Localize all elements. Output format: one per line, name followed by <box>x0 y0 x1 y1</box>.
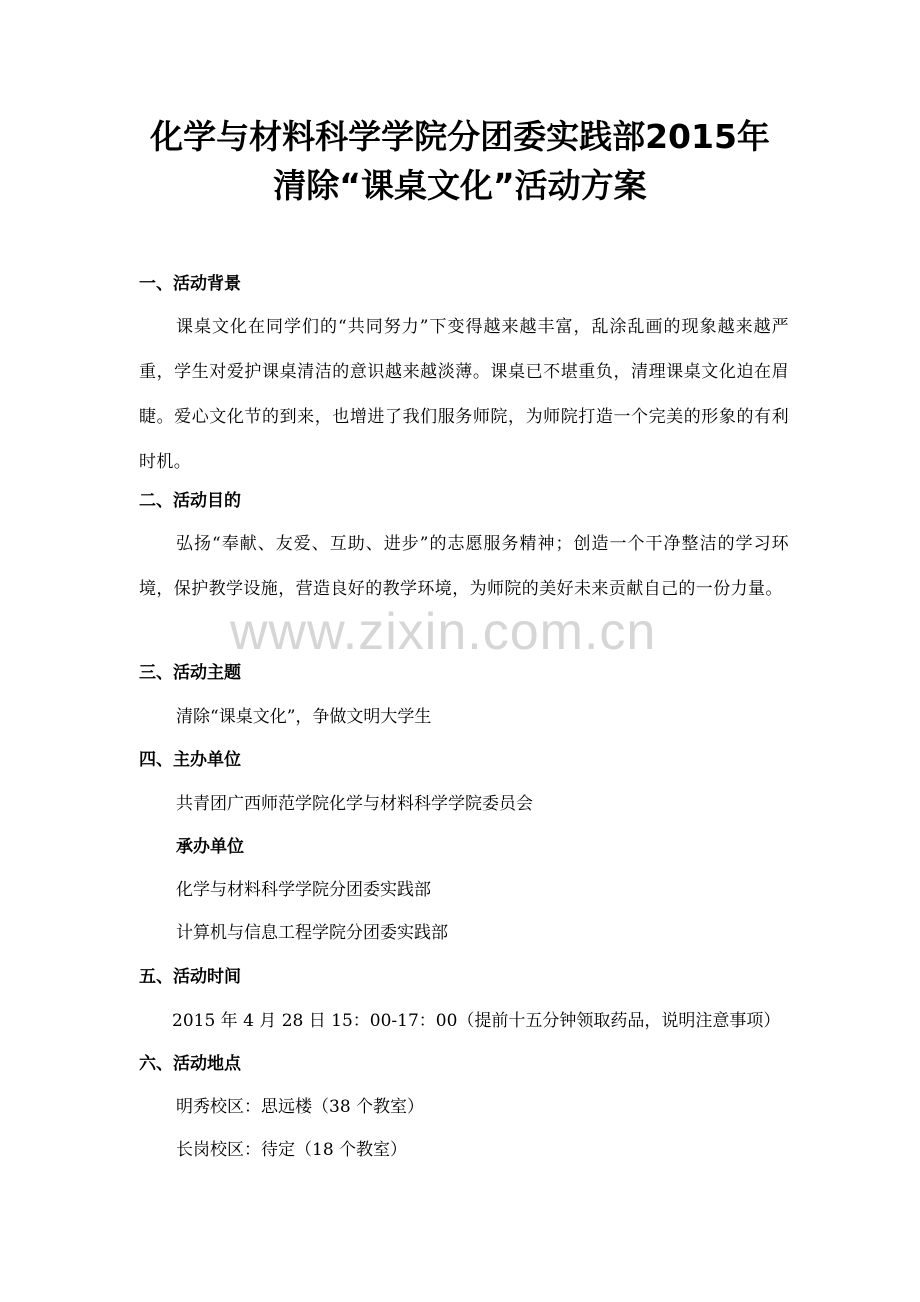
section-body-purpose: 弘扬“奉献、友爱、互助、进步”的志愿服务精神；创造一个干净整洁的学习环境，保护教学设施，营造良好的教学环境，为师院的美好未来贡献自己的一份力量。 <box>139 534 789 599</box>
co-organizer-item: 化学与材料科学学院分团委实践部 <box>176 880 431 900</box>
section-body-time: 2015 年 4 月 28 日 15：00-17：00（提前十五分钟领取药品，说明注意事项） <box>172 1011 781 1031</box>
location-item: 明秀校区：思远楼（38 个教室） <box>176 1097 425 1117</box>
section-heading-purpose: 二、活动目的 <box>139 491 241 511</box>
section-body-theme: 清除“课桌文化”，争做文明大学生 <box>176 707 432 727</box>
watermark-text: www.zixin.com.cn <box>230 603 657 661</box>
section-body-organizer: 共青团广西师范学院化学与材料科学学院委员会 <box>176 794 533 814</box>
co-organizer-item: 计算机与信息工程学院分团委实践部 <box>176 923 448 943</box>
document-title-line-1: 化学与材料科学学院分团委实践部2015年 <box>150 117 770 156</box>
location-item: 长岗校区：待定（18 个教室） <box>176 1140 408 1160</box>
section-heading-location: 六、活动地点 <box>139 1054 241 1074</box>
section-body-background: 课桌文化在同学们的“共同努力”下变得越来越丰富，乱涂乱画的现象越来越严重，学生对爱护课桌清洁的意识越来越淡薄。课桌已不堪重负，清理课桌文化迫在眉睫。爱心文化节的到来，也增进了我们服务师院，为师院打造一个完美的形象的有利时机。 <box>139 317 789 472</box>
section-heading-background: 一、活动背景 <box>139 274 241 294</box>
co-organizer-heading: 承办单位 <box>176 837 244 857</box>
document-title-line-2: 清除“课桌文化”活动方案 <box>273 166 647 205</box>
section-heading-theme: 三、活动主题 <box>139 663 241 683</box>
section-heading-time: 五、活动时间 <box>139 967 241 987</box>
section-heading-organizer: 四、主办单位 <box>139 750 241 770</box>
